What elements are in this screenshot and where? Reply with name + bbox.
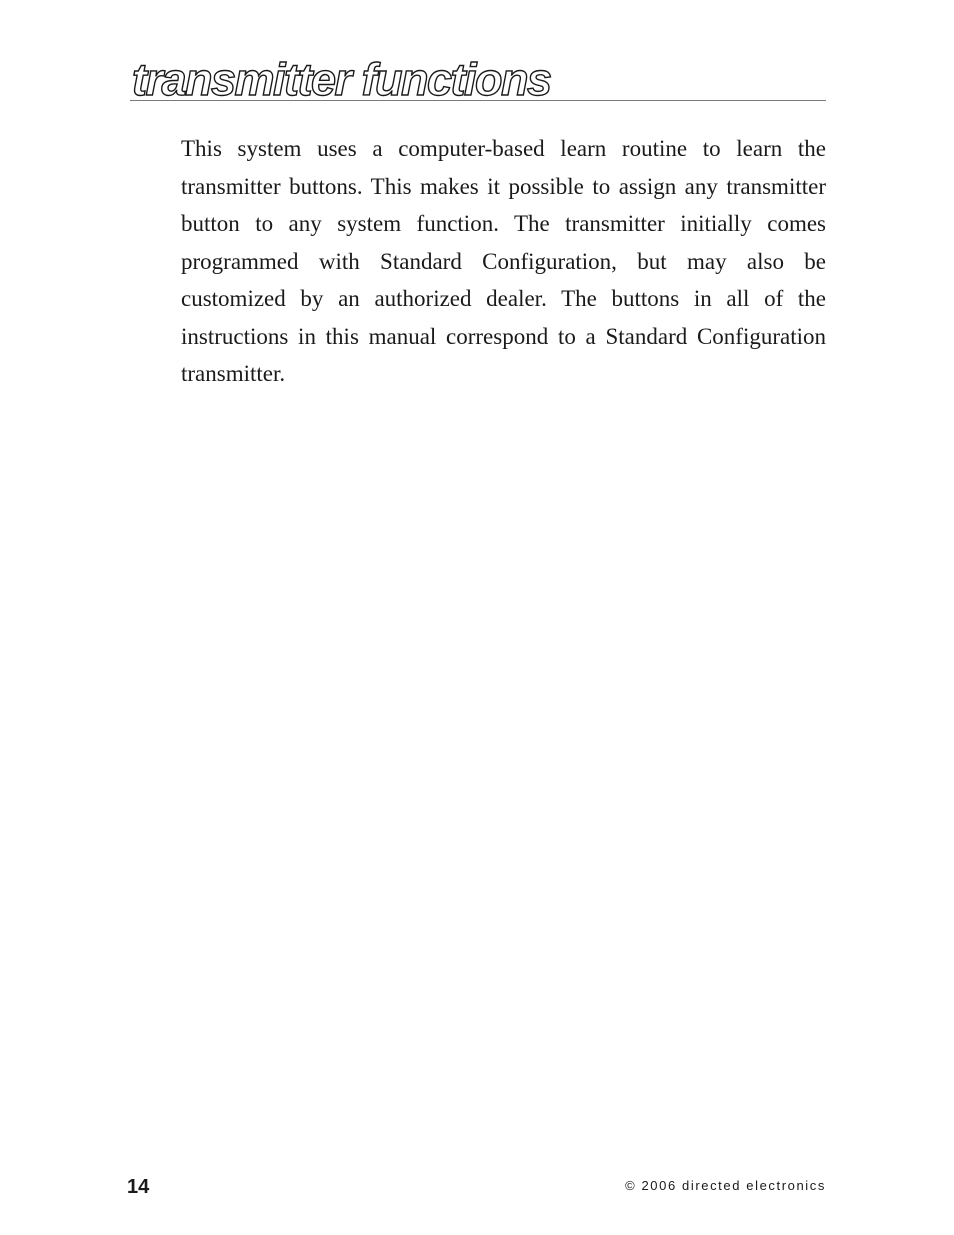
page-title: transmitter functions xyxy=(130,56,826,101)
copyright-notice: © 2006 directed electronics xyxy=(625,1178,826,1193)
body-paragraph: This system uses a computer-based learn routine to learn the transmitter buttons. This makes it possible to assign any transmitter button to any system function. The transmitter initially comes programmed with Standard Configuration, but may also be customized by an authorized dealer. The buttons in all of the instructions in this manual correspond to a Standard Configuration transmitter. xyxy=(181,136,826,386)
page-number: 14 xyxy=(127,1176,150,1198)
